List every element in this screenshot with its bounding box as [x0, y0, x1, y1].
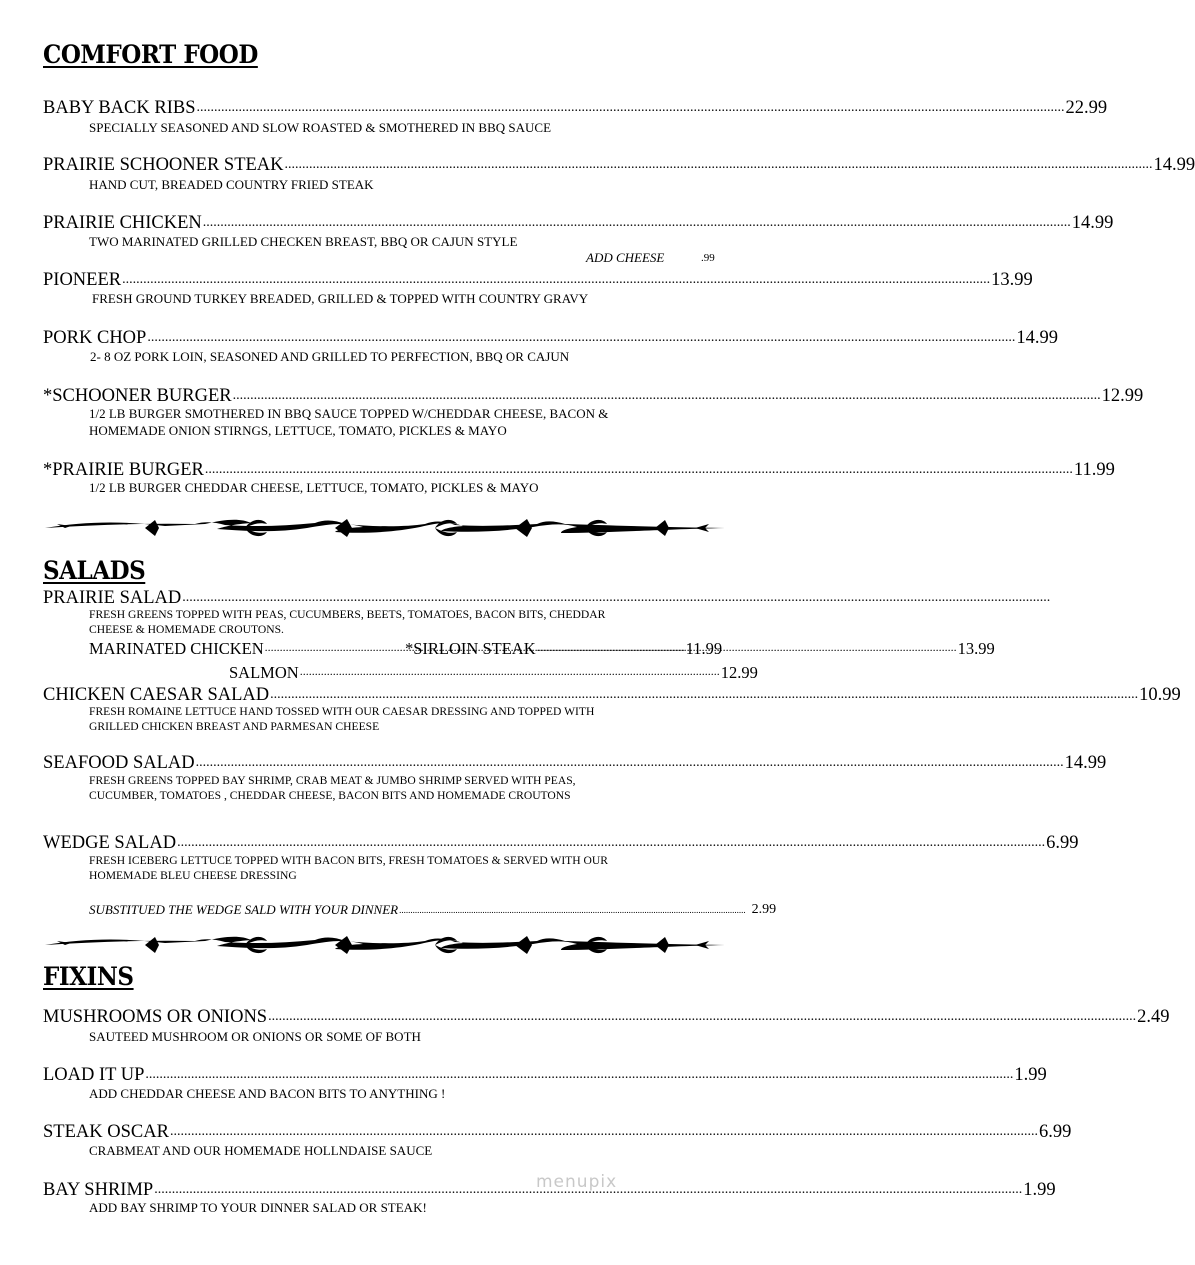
item-price: 1.99 — [1014, 1065, 1047, 1085]
option-price: 12.99 — [720, 663, 758, 682]
dot-leader — [182, 591, 1050, 605]
item-description: CRABMEAT AND OUR HOMEMADE HOLLNDAISE SAUCE — [89, 1143, 433, 1158]
section-title-fixins: FIXINS — [43, 962, 134, 991]
item-description-line-1: FRESH ICEBERG LETTUCE TOPPED WITH BACON BITS, FRESH TOMATOES & SERVED WITH OUR — [89, 854, 609, 867]
item-price: 14.99 — [1153, 155, 1195, 175]
item-description: SAUTEED MUSHROOM OR ONIONS OR SOME OF BOTH — [89, 1029, 421, 1044]
item-description-line-1: FRESH ROMAINE LETTUCE HAND TOSSED WITH OUR CAESAR DRESSING AND TOPPED WITH — [89, 705, 595, 718]
item-price: 10.99 — [1139, 685, 1181, 705]
item-description-line-2: HOMEMADE ONION STIRNGS, LETTUCE, TOMATO, PICKLES & MAYO — [89, 423, 507, 438]
menu-item-baby-back-ribs — [43, 95, 1108, 119]
item-description: SPECIALLY SEASONED AND SLOW ROASTED & SMOTHERED IN BBQ SAUCE — [89, 120, 552, 135]
option-name: SALMON — [229, 663, 299, 682]
dot-leader — [170, 1125, 1038, 1139]
option-sirloin-steak — [405, 637, 995, 659]
item-name: BAY SHRIMP — [43, 1180, 154, 1200]
item-price: 6.99 — [1046, 833, 1079, 853]
addon-label: ADD CHEESE — [586, 250, 665, 265]
addon-price: .99 — [701, 252, 715, 264]
option-price: 13.99 — [957, 639, 995, 658]
dot-leader: .......................................................................................................................................................... — [399, 905, 746, 915]
item-name: WEDGE SALAD — [43, 833, 177, 853]
dot-leader — [270, 688, 1138, 702]
dot-leader — [285, 158, 1153, 172]
item-description-line-2: GRILLED CHICKEN BREAST AND PARMESAN CHEESE — [89, 720, 380, 733]
item-name: PIONEER — [43, 270, 122, 290]
item-price: 12.99 — [1101, 386, 1144, 406]
dot-leader — [197, 101, 1065, 115]
item-description-line-2: CUCUMBER, TOMATOES , CHEDDAR CHEESE, BACON BITS AND HOMEMADE CROUTONS — [89, 789, 571, 802]
item-price: 1.99 — [1023, 1180, 1056, 1200]
section-title-salads: SALADS — [43, 556, 146, 585]
note-text: SUBSTITUED THE WEDGE SALD WITH YOUR DINNER — [89, 902, 399, 917]
dot-leader — [300, 664, 720, 679]
item-name: CHICKEN CAESAR SALAD — [43, 685, 270, 705]
item-description: 2- 8 OZ PORK LOIN, SEASONED AND GRILLED TO PERFECTION, BBQ OR CAJUN — [90, 349, 570, 364]
menu-item-load-it-up — [43, 1062, 1047, 1086]
item-name: PRAIRIE CHICKEN — [43, 213, 202, 233]
item-price: 14.99 — [1064, 753, 1107, 773]
watermark: menupix — [536, 1172, 618, 1192]
item-description-line-1: FRESH GREENS TOPPED WITH PEAS, CUCUMBERS, BEETS, TOMATOES, BACON BITS, CHEDDAR — [89, 608, 606, 621]
item-description: FRESH GROUND TURKEY BREADED, GRILLED & TOPPED WITH COUNTRY GRAVY — [92, 291, 589, 306]
menu-item-prairie-schooner-steak — [43, 152, 1195, 176]
dot-leader — [177, 836, 1045, 850]
dot-leader — [196, 756, 1064, 770]
item-description-line-2: HOMEMADE BLEU CHEESE DRESSING — [89, 869, 297, 882]
item-name: BABY BACK RIBS — [43, 98, 196, 118]
item-name: PRAIRIE SALAD — [43, 588, 182, 608]
tribal-divider — [45, 515, 725, 541]
item-description-line-1: 1/2 LB BURGER SMOTHERED IN BBQ SAUCE TOPPED W/CHEDDAR CHEESE, BACON & — [89, 406, 609, 421]
item-name: MUSHROOMS OR ONIONS — [43, 1007, 268, 1027]
dot-leader — [205, 463, 1073, 477]
item-name: PRAIRIE SCHOONER STEAK — [43, 155, 284, 175]
item-name: *PRAIRIE BURGER — [43, 460, 204, 480]
dot-leader — [203, 216, 1071, 230]
menu-item-prairie-chicken — [43, 210, 1114, 234]
menu-item-chicken-caesar-salad — [43, 682, 1181, 706]
dot-leader — [147, 331, 1015, 345]
dot-leader — [233, 389, 1101, 403]
item-name: STEAK OSCAR — [43, 1122, 169, 1142]
menu-item-wedge-salad — [43, 830, 1079, 854]
menu-item-pioneer — [43, 267, 1033, 291]
item-name: PORK CHOP — [43, 328, 147, 348]
tribal-divider — [45, 932, 725, 958]
item-description: 1/2 LB BURGER CHEDDAR CHEESE, LETTUCE, TOMATO, PICKLES & MAYO — [89, 480, 539, 495]
menu-item-schooner-burger — [43, 383, 1144, 407]
dot-leader — [145, 1068, 1013, 1082]
option-name: MARINATED CHICKEN — [89, 639, 264, 658]
item-description: ADD BAY SHRIMP TO YOUR DINNER SALAD OR STEAK! — [89, 1200, 427, 1215]
item-price: 11.99 — [1073, 460, 1115, 480]
menu-item-pork-chop — [43, 325, 1058, 349]
item-name: SEAFOOD SALAD — [43, 753, 195, 773]
menu-item-seafood-salad — [43, 750, 1107, 774]
menu-item-prairie-burger — [43, 457, 1115, 481]
dot-leader — [268, 1010, 1136, 1024]
item-description: ADD CHEDDAR CHEESE AND BACON BITS TO ANYTHING ! — [89, 1086, 446, 1101]
dot-leader — [537, 640, 957, 655]
menu-item-mushrooms-or-onions — [43, 1004, 1170, 1028]
item-price: 14.99 — [1016, 328, 1058, 348]
option-salmon — [229, 661, 758, 683]
option-name: *SIRLOIN STEAK — [405, 639, 536, 658]
item-description-line-1: FRESH GREENS TOPPED BAY SHRIMP, CRAB MEAT & JUMBO SHRIMP SERVED WITH PEAS, — [89, 774, 576, 787]
dot-leader — [122, 273, 990, 287]
item-price: 22.99 — [1065, 98, 1108, 118]
item-description: TWO MARINATED GRILLED CHECKEN BREAST, BBQ OR CAJUN STYLE — [89, 234, 518, 249]
note-price: 2.99 — [751, 902, 777, 917]
item-description: HAND CUT, BREADED COUNTRY FRIED STEAK — [89, 177, 374, 192]
item-price: 14.99 — [1071, 213, 1114, 233]
option-price: 11.99 — [685, 639, 723, 658]
menu-item-steak-oscar — [43, 1119, 1072, 1143]
wedge-substitution-note — [89, 898, 777, 918]
item-price: 13.99 — [991, 270, 1033, 290]
item-price: 6.99 — [1038, 1122, 1072, 1142]
item-name: *SCHOONER BURGER — [43, 386, 232, 406]
section-title-comfort-food: COMFORT FOOD — [43, 40, 258, 69]
item-name: LOAD IT UP — [43, 1065, 145, 1085]
menu-item-prairie-salad — [43, 585, 636, 609]
item-description-line-2: CHEESE & HOMEMADE CROUTONS. — [89, 623, 284, 636]
item-price: 2.49 — [1137, 1007, 1170, 1027]
